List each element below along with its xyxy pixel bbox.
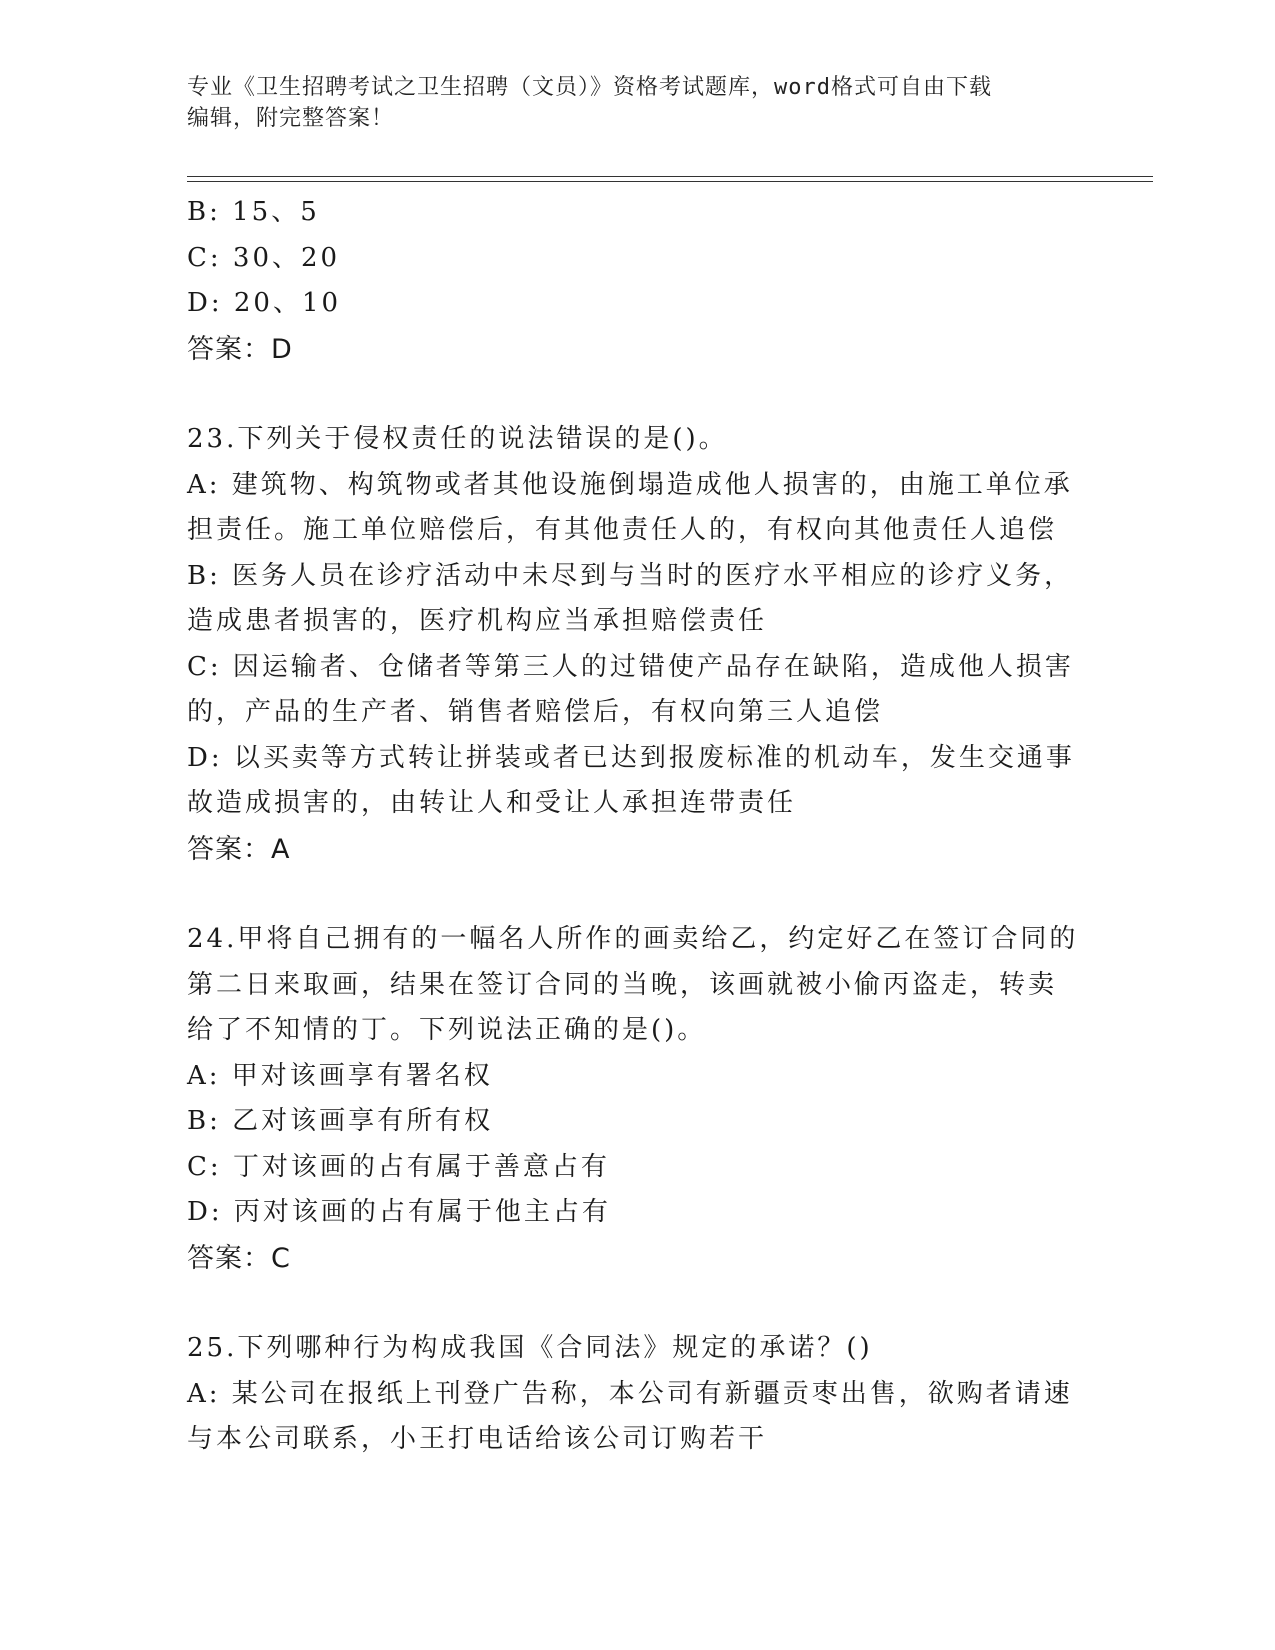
option-line: A: 建筑物、构筑物或者其他设施倒塌造成他人损害的，由施工单位承 (187, 469, 1073, 500)
option-line: B: 乙对该画享有所有权 (187, 1106, 494, 1136)
option-line: 的，产品的生产者、销售者赔偿后，有权向第三人追偿 (187, 697, 884, 727)
option-line: D: 以买卖等方式转让拼装或者已达到报废标准的机动车，发生交通事 (187, 742, 1075, 773)
option-line: C: 丁对该画的占有属于善意占有 (187, 1151, 610, 1182)
option-line: C: 30、20 (187, 242, 341, 273)
option-line: B: 15、5 (187, 197, 320, 227)
question-stem: 23.下列关于侵权责任的说法错误的是()。 (187, 424, 728, 454)
option-line: 与本公司联系，小王打电话给该公司订购若干 (187, 1424, 768, 1454)
option-line: D: 丙对该画的占有属于他主占有 (187, 1197, 611, 1227)
option-line: D: 20、10 (187, 288, 342, 318)
option-line: B: 医务人员在诊疗活动中未尽到与当时的医疗水平相应的诊疗义务， (187, 560, 1074, 591)
answer-line: 答案：D (187, 333, 293, 365)
question-stem: 25.下列哪种行为构成我国《合同法》规定的承诺？() (187, 1333, 873, 1363)
header-divider (187, 176, 1153, 182)
header-line-2: 编辑，附完整答案！ (187, 106, 395, 131)
question-stem: 给了不知情的丁。下列说法正确的是()。 (187, 1015, 707, 1045)
option-line: 担责任。施工单位赔偿后，有其他责任人的，有权向其他责任人追偿 (187, 515, 1058, 545)
option-line: C: 因运输者、仓储者等第三人的过错使产品存在缺陷，造成他人损害 (187, 651, 1074, 682)
option-line: A: 某公司在报纸上刊登广告称，本公司有新疆贡枣出售，欲购者请速 (187, 1378, 1073, 1409)
question-23 (187, 417, 1075, 872)
question-24 (187, 917, 1079, 1281)
answer-line: 答案：C (187, 1242, 291, 1274)
option-line: A: 甲对该画享有署名权 (187, 1060, 493, 1091)
option-line: 造成患者损害的，医疗机构应当承担赔偿责任 (187, 606, 768, 636)
document-header (187, 72, 1087, 134)
option-line: 故造成损害的，由转让人和受让人承担连带责任 (187, 788, 797, 818)
question-22-tail (187, 190, 1067, 372)
header-line-1: 专业《卫生招聘考试之卫生招聘（文员）》资格考试题库，word格式可自由下载 (187, 75, 992, 100)
question-stem: 24.甲将自己拥有的一幅名人所作的画卖给乙，约定好乙在签订合同的 (187, 924, 1079, 954)
answer-line: 答案：A (187, 833, 291, 865)
document-body (187, 190, 1079, 1463)
question-25 (187, 1326, 1073, 1463)
question-stem: 第二日来取画，结果在签订合同的当晚，该画就被小偷丙盗走，转卖 (187, 969, 1058, 1000)
